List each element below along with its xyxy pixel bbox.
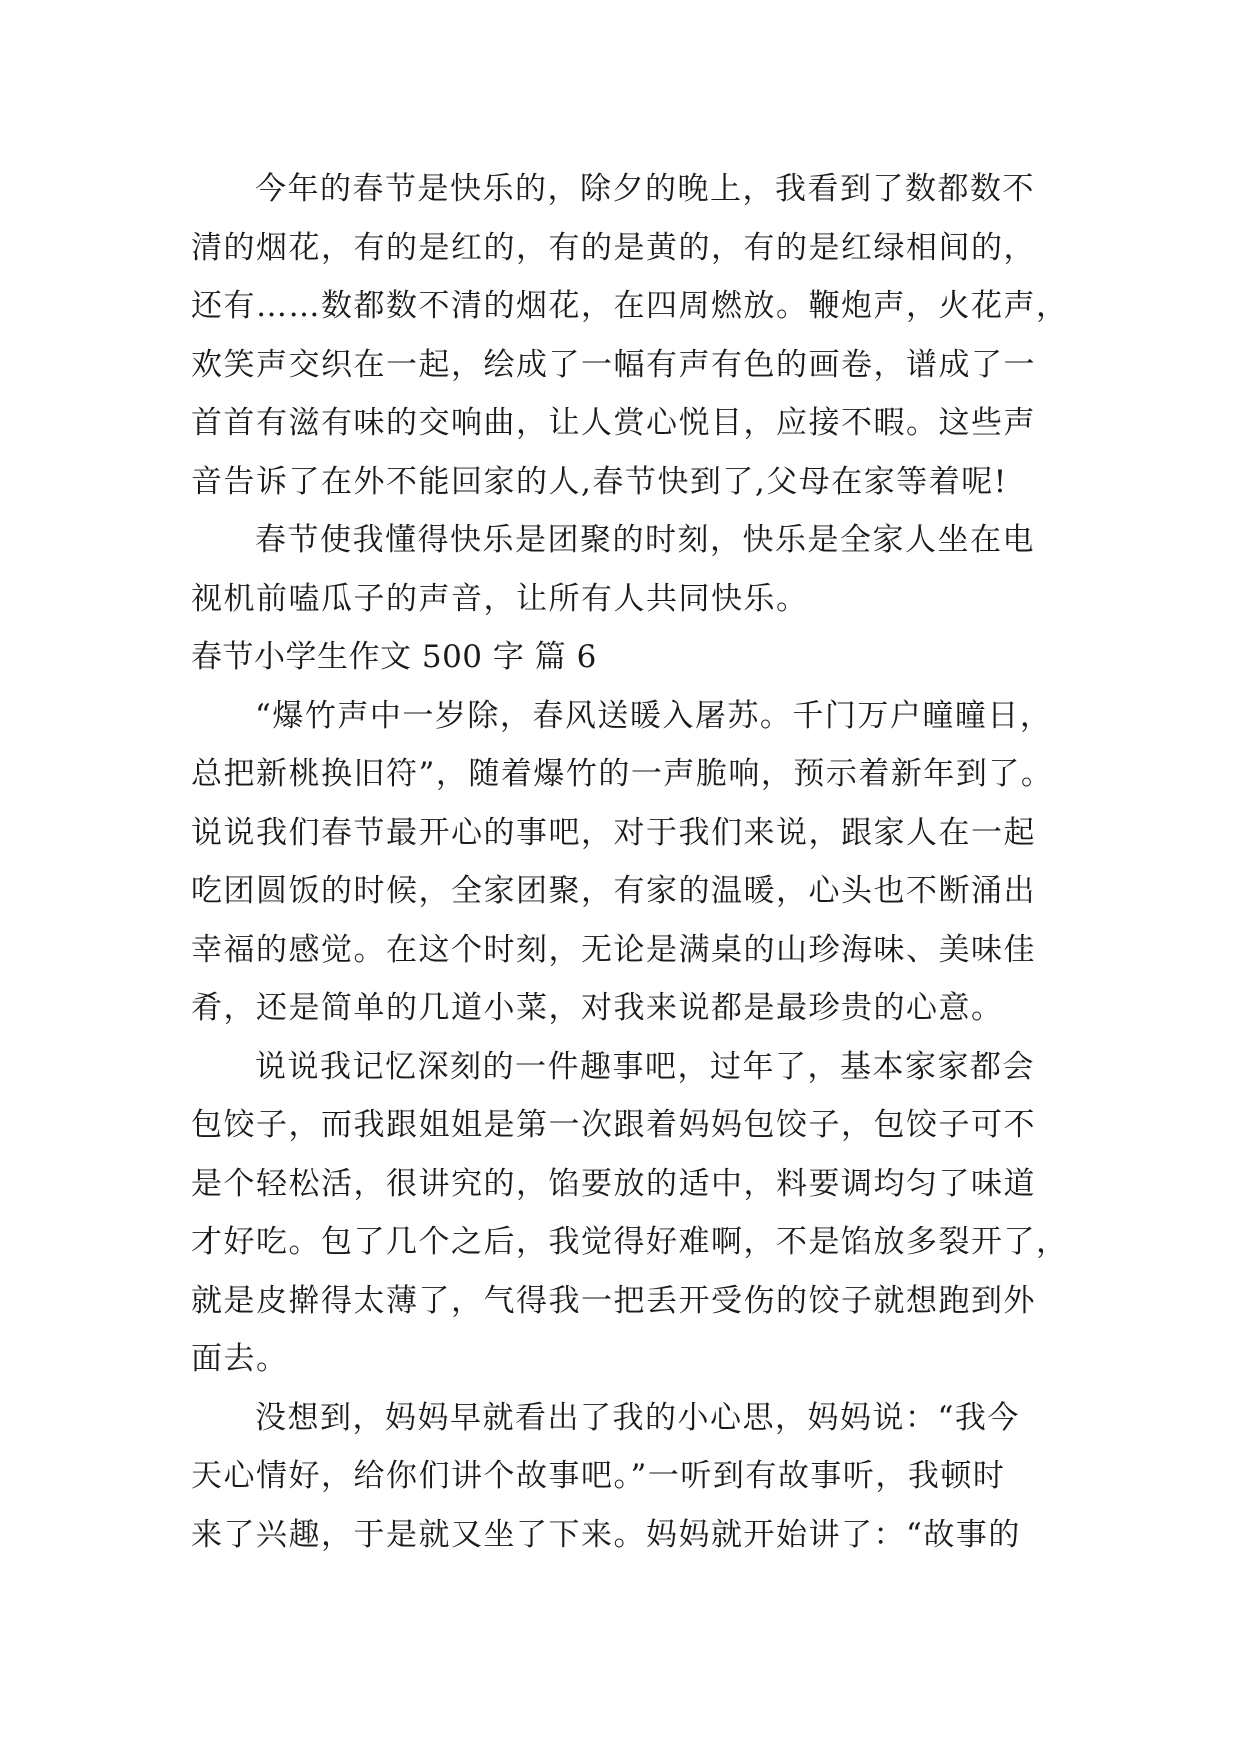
text-line: 总把新桃换旧符”，随着爆竹的一声脆响，预示着新年到了。 [191, 756, 1054, 792]
text-line: 是个轻松活，很讲究的，馅要放的适中，料要调均匀了味道 [191, 1165, 1036, 1202]
text-line: 视机前嗑瓜子的声音，让所有人共同快乐。 [191, 580, 809, 617]
text-line: 今年的春节是快乐的，除夕的晚上，我看到了数都数不 [255, 171, 1035, 207]
text-line: 来了兴趣，于是就又坐了下来。妈妈就开始讲了：“故事的 [191, 1516, 1021, 1553]
text-line: 说说我们春节最开心的事吧，对于我们来说，跟家人在一起 [191, 814, 1036, 851]
text-line: 没想到，妈妈早就看出了我的小心思，妈妈说：“我今 [255, 1399, 1020, 1436]
text-line: “爆竹声中一岁除，春风送暖入屠苏。千门万户曈曈日， [255, 697, 1053, 734]
document-body [191, 160, 1071, 1564]
text-line: 音告诉了在外不能回家的人,春节快到了,父母在家等着呢! [191, 463, 1008, 500]
text-line: 幸福的感觉。在这个时刻，无论是满桌的山珍海味、美味佳 [191, 931, 1036, 968]
text-line: 就是皮擀得太薄了，气得我一把丢开受伤的饺子就想跑到外 [191, 1282, 1036, 1319]
text-line: 清的烟花，有的是红的，有的是黄的，有的是红绿相间的， [191, 229, 1036, 266]
text-line: 春节使我懂得快乐是团聚的时刻，快乐是全家人坐在电 [255, 522, 1035, 558]
text-line: 说说我记忆深刻的一件趣事吧，过年了，基本家家都会 [255, 1048, 1035, 1085]
text-line: 才好吃。包了几个之后，我觉得好难啊，不是馅放多裂开了， [191, 1224, 1069, 1260]
text-line: 还有……数都数不清的烟花，在四周燃放。鞭炮声，火花声， [191, 288, 1069, 324]
text-line: 包饺子，而我跟姐姐是第一次跟着妈妈包饺子，包饺子可不 [191, 1107, 1036, 1143]
text-line: 欢笑声交织在一起，绘成了一幅有声有色的画卷，谱成了一 [191, 346, 1036, 383]
text-line: 吃团圆饭的时候，全家团聚，有家的温暖，心头也不断涌出 [191, 873, 1036, 909]
section-heading: 春节小学生作文 500 字 篇 6 [191, 639, 597, 675]
text-line: 天心情好，给你们讲个故事吧。”一听到有故事听，我顿时 [191, 1458, 1006, 1494]
text-line: 面去。 [191, 1341, 289, 1377]
text-line: 肴，还是简单的几道小菜，对我来说都是最珍贵的心意。 [191, 990, 1004, 1026]
text-line: 首首有滋有味的交响曲，让人赏心悦目，应接不暇。这些声 [191, 405, 1036, 441]
